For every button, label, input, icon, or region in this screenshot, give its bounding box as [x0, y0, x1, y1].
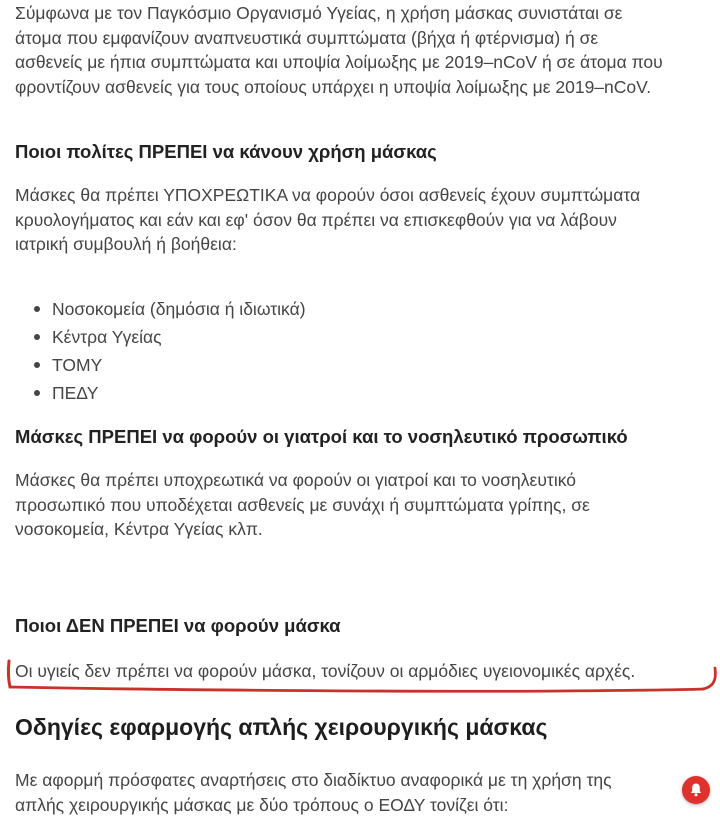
- section1-line: ιατρική συμβουλή ή βοήθεια:: [15, 234, 237, 254]
- list-item: [30, 351, 306, 379]
- section2-line: νοσοκομεία, Κέντρα Υγείας κλπ.: [15, 519, 263, 539]
- list-item-label: Νοσοκομεία (δημόσια ή ιδιωτικά): [52, 299, 306, 319]
- list-item: [30, 323, 306, 351]
- intro-line: Σύμφωνα με τον Παγκόσμιο Οργανισμό Υγείας, η χρήση μάσκας συνιστάται σε: [15, 3, 623, 23]
- list-item-label: ΤΟΜΥ: [52, 355, 103, 375]
- list-item: [30, 379, 306, 407]
- red-highlight-underline: [0, 650, 720, 700]
- section-heading-doctors-must-wear: Μάσκες ΠΡΕΠΕΙ να φορούν οι γιατροί και το νοσηλευτικό προσωπικό: [15, 426, 628, 447]
- notification-button[interactable]: [682, 776, 710, 804]
- section2-line: προσωπικό που υποδέχεται ασθενείς με συνάχι ή συμπτώματα γρίπης, σε: [15, 494, 590, 515]
- bullet-dot: [34, 362, 40, 368]
- intro-line: ασθενείς με ήπια συμπτώματα και υποψία λοίμωξης με 2019–nCoV ή σε άτομα που: [15, 52, 663, 72]
- bell-icon: [688, 782, 704, 798]
- section2-line: Μάσκες θα πρέπει υποχρεωτικά να φορούν οι γιατροί και το νοσηλευτικό: [15, 470, 576, 490]
- intro-paragraph: [15, 1, 715, 99]
- list-item: [30, 295, 306, 323]
- bullet-dot: [34, 334, 40, 340]
- section2-paragraph: [15, 468, 715, 542]
- section-heading-who-must-wear: Ποιοι πολίτες ΠΡΕΠΕΙ να κάνουν χρήση μάσκας: [15, 141, 437, 162]
- section4-paragraph: [15, 768, 715, 817]
- bullet-dot: [34, 390, 40, 396]
- list-item-label: ΠΕΔΥ: [52, 383, 99, 403]
- intro-line: φροντίζουν ασθενείς για τους οποίους υπάρχει η υποψία λοίμωξης με 2019–nCoV.: [15, 76, 652, 97]
- intro-line: άτομα που εμφανίζουν αναπνευστικά συμπτώματα (βήχα ή φτέρνισμα) ή σε: [15, 27, 599, 48]
- section1-line: κρυολογήματος και εάν και εφ' όσον θα πρέπει να επισκεφθούν για να λάβουν: [15, 209, 617, 230]
- section1-line: Μάσκες θα πρέπει ΥΠΟΧΡΕΩΤΙΚΑ να φορούν όσοι ασθενείς έχουν συμπτώματα: [15, 185, 641, 205]
- section-heading-mask-instructions: Οδηγίες εφαρμογής απλής χειρουργικής μάσκας: [15, 714, 548, 740]
- section1-paragraph: [15, 183, 715, 257]
- section-heading-who-must-not-wear: Ποιοι ΔΕΝ ΠΡΕΠΕΙ να φορούν μάσκα: [15, 615, 341, 636]
- bullet-dot: [34, 306, 40, 312]
- section3-line: Οι υγιείς δεν πρέπει να φορούν μάσκα, τονίζουν οι αρμόδιες υγειονομικές αρχές.: [15, 661, 636, 681]
- facility-list: [30, 295, 306, 407]
- section4-line: απλής χειρουργικής μάσκας με δύο τρόπους ο ΕΟΔΥ τονίζει ότι:: [15, 794, 509, 815]
- section4-line: Με αφορμή πρόσφατες αναρτήσεις στο διαδίκτυο αναφορικά με τη χρήση της: [15, 770, 612, 790]
- list-item-label: Κέντρα Υγείας: [52, 327, 162, 347]
